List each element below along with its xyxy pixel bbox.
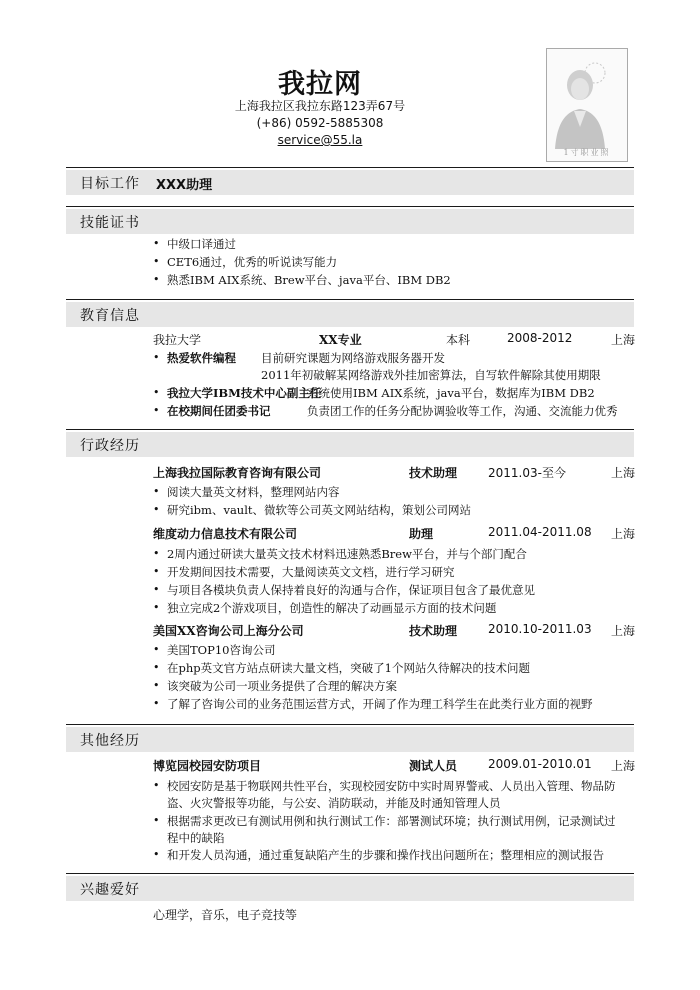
section-education: [66, 302, 634, 327]
resume-page: 我拉网 上海我拉区我拉东路123弄67号 (+86) 0592-5885308 service@55.la 1寸职业照 目标工作 XXX助理 技能证书 • 中级口译通过 • CET6通过，优秀的听说读写能力 • 熟悉IBM AIX系统、Brew平台、java平台、IBM DB2 教育信息 我拉大学 XX专业 本科 2008-2012 上海 • 热爱软件编程 目前研究课题为网络游戏服务器开发 2011年初破解某网络游戏外挂加密算法，自写软件解除其使用期限 • 我拉大学IBM技术中心副主任 系统使用IBM AIX系统，java平台，数据库为IBM DB2 • 在校期间任团委书记 负责团工作的任务分配协调验收等工作，沟通、交流能力优秀 行政经历 上海我拉国际教育咨询有限公司 技术助理 2011.03-至今 上海 • 阅读大量英文材料，整理网站内容 • 研究ibm、vault、微软等公司英文网站结构，策划公司网站 维度动力信息技术有限公司 助理 2011.04-2011.08 上海 • 2周内通过研读大量英文技术材料迅速熟悉Brew平台，并与个部门配合 • 开发期间因技术需要，大量阅读英文文档，进行学习研究 • 与项目各模块负责人保持着良好的沟通与合作，保证项目包含了最优意见 • 独立完成2个游戏项目，创造性的解决了动画显示方面的技术问题 美国XX咨询公司上海分公司 技术助理 2010.10-2011.03 上海 • 美国TOP10咨询公司 • 在php英文官方站点研读大量文档，突破了1个网站久待解决的技术问题 • 该突破为公司一项业务提供了合理的解决方案 • 了解了咨询公司的业务范围运营方式，开阔了作为理工科学生在此类行业方面的视野 其他经历 博览园校园安防项目 测试人员 2009.01-2010.01 上海 • 校园安防是基于物联网共性平台，实现校园安防中实时周界警戒、人员出入管理、物品防 盗、火灾警报等功能，与公安、消防联动，并能及时通知管理人员 • 根据需求更改已有测试用例和执行测试工作：部署测试环境；执行测试用例，记录测试过 程中的缺陷 • 和开发人员沟通，通过重复缺陷产生的步骤和操作找出问题所在；整理相应的测试报告 兴趣爱好 心理学，音乐，电子竞技等: [0, 0, 700, 990]
resume-name: 我拉网: [278, 69, 362, 100]
section-title: 教育信息: [80, 308, 140, 324]
section-title: 其他经历: [80, 733, 140, 749]
section-title: 目标工作: [80, 176, 140, 192]
job-row: 上海我拉国际教育咨询有限公司 技术助理 2011.03-至今 上海: [153, 466, 636, 480]
city: 上海: [611, 333, 636, 347]
hobby-text: 心理学，音乐，电子竞技等: [153, 908, 298, 922]
photo-caption: 1寸职业照: [563, 148, 611, 157]
job-row: 维度动力信息技术有限公司 助理 2011.04-2011.08 上海: [153, 525, 636, 541]
project-row: 博览园校园安防项目 测试人员 2009.01-2010.01 上海: [153, 757, 636, 773]
phone: (+86) 0592-5885308: [256, 116, 384, 130]
list-item-continued: 盗、火灾警报等功能，与公安、消防联动，并能及时通知管理人员: [167, 796, 501, 810]
section-hobby: [66, 876, 634, 901]
education-row: [153, 331, 634, 349]
period: 2008-2012: [507, 331, 573, 345]
section-title: 行政经历: [80, 438, 140, 454]
address: 上海我拉区我拉东路123弄67号: [234, 99, 406, 113]
section-skills: [66, 209, 634, 234]
email-link[interactable]: service@55.la: [277, 133, 363, 147]
school: 我拉大学: [153, 333, 202, 347]
job-row: 美国XX咨询公司上海分公司 技术助理 2010.10-2011.03 上海: [153, 622, 636, 638]
photo-placeholder: [546, 48, 628, 162]
degree: 本科: [446, 333, 471, 347]
list-item-continued: 程中的缺陷: [167, 831, 225, 845]
section-title: 技能证书: [80, 215, 140, 231]
section-target: [66, 170, 634, 195]
major: XX专业: [319, 333, 362, 347]
section-admin: [66, 432, 634, 457]
section-other: [66, 727, 634, 752]
list-item-continued: 2011年初破解某网络游戏外挂加密算法，自写软件解除其使用期限: [261, 368, 601, 382]
section-title: 兴趣爱好: [80, 882, 140, 898]
avatar-silhouette-icon: [547, 49, 627, 161]
target-job: XXX助理: [156, 178, 213, 193]
